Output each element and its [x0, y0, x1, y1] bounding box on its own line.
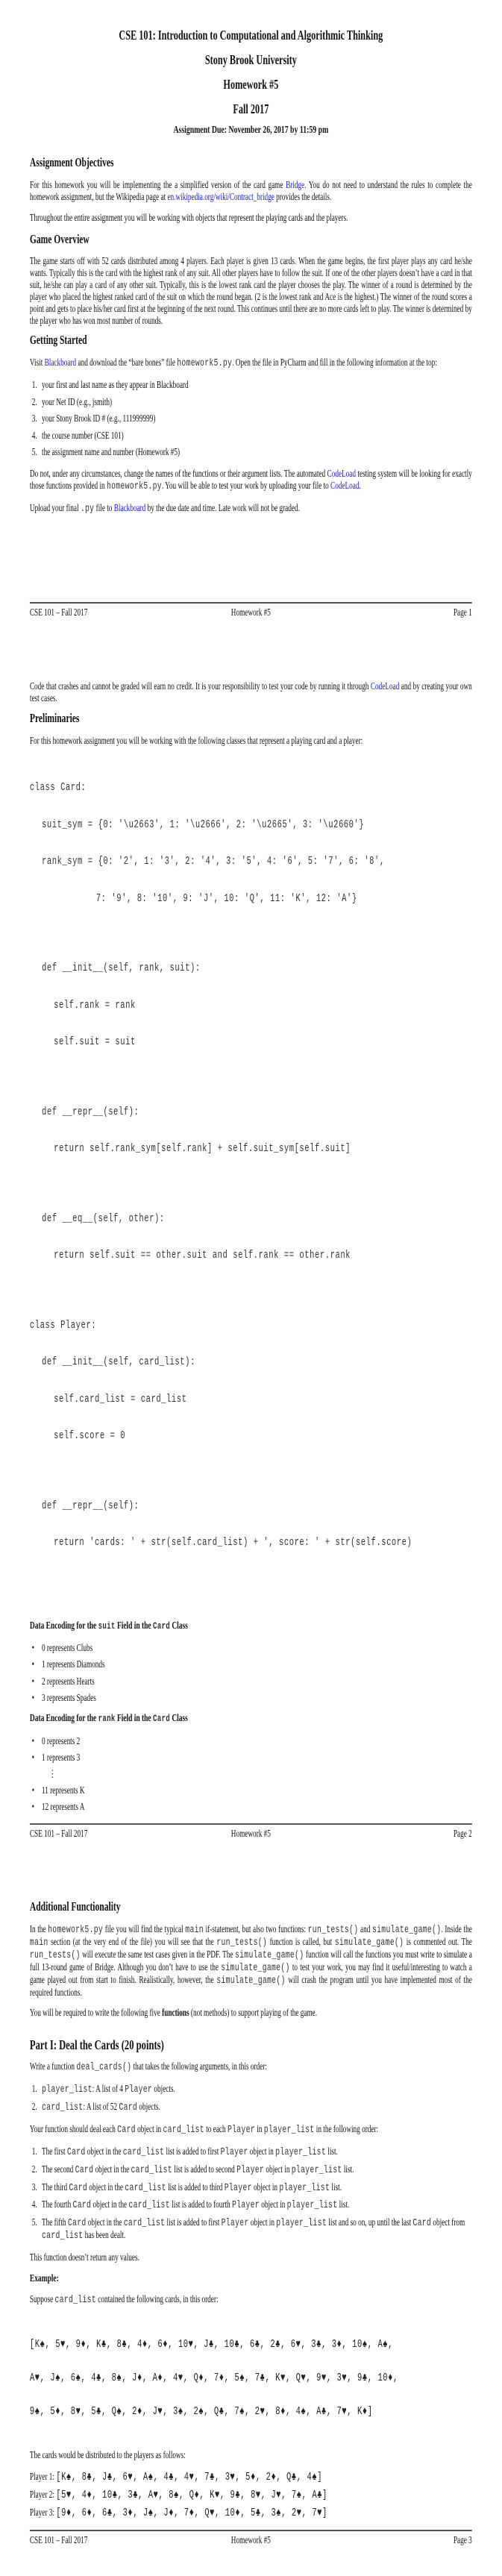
inline-code: card_list [128, 2199, 170, 2212]
subheading-suit-encoding [30, 1619, 472, 1633]
text: object in the [85, 2146, 123, 2157]
link[interactable]: Blackboard [113, 502, 146, 513]
bullet-icon: • [31, 1692, 34, 1703]
text: . Inside the [441, 1923, 472, 1934]
section-heading-overview: Game Overview [29, 232, 90, 246]
link[interactable]: CodeLoad [370, 680, 400, 692]
list-item: • 1 represents Diamonds [31, 1658, 105, 1670]
inline-code: rank [98, 1713, 116, 1724]
text: list is added to fourth [169, 2199, 232, 2210]
text: list. [330, 2181, 342, 2193]
page-3 [0, 1899, 502, 2546]
player-label: Player 1: [29, 2471, 57, 2483]
bullet-icon: • [31, 1801, 34, 1812]
code-line: suit_sym = {0: '\u2663', 1: '\u2666', 2: '\u2665', 3: '\u2660'} [42, 818, 365, 831]
paragraph-write-function [30, 2061, 472, 2073]
link[interactable]: CodeLoad [327, 468, 357, 479]
code-line: rank_sym = {0: '2', 1: '3', 2: '4', 3: '5', 4: '6', 5: '7', 6: '8', [42, 855, 385, 868]
list-number: 5. [31, 2216, 37, 2228]
inline-code: card_list [42, 2102, 84, 2113]
text: if-statement, but also two functions: [203, 1923, 308, 1934]
code-line: 7: '9', 8: '10', 9: 'J', 10: 'Q', 11: 'K', 12: 'A'} [95, 891, 357, 905]
player-hand-2 [30, 2489, 472, 2501]
inline-code: simulate_game() [371, 1924, 442, 1936]
player-cards: [9♦, 6♦, 6♣, 3♦, J♠, J♦, 7♦, Q♥, 10♦, 5♣, 3♠, 2♥, 7♥] [56, 2507, 327, 2520]
code-listing [30, 756, 472, 1574]
code-line: def __init__(self, rank, suit): [42, 962, 201, 974]
footer-rule [30, 1823, 472, 1825]
page-1 [0, 28, 502, 618]
inline-code: Card [117, 2124, 136, 2136]
paragraph-objectives [30, 179, 472, 203]
text: (not methods) to support playing of the game. [189, 2007, 318, 2018]
card-list-line: A♥, J♠, 6♠, 4♣, 8♠, J♦, A♦, 4♥, Q♦, 7♦, 5♠, 7♣, K♥, Q♥, 9♥, 3♥, 9♣, 10♦, [29, 2372, 398, 2385]
text: The cards would be distributed to the players as follows: [29, 2449, 186, 2461]
paragraph-overview [30, 255, 472, 327]
subheading-rank-encoding [30, 1711, 472, 1726]
inline-code: homework5.py [177, 357, 233, 369]
inline-code: player_list [276, 2217, 327, 2230]
text: and download the “bare bones” file [76, 357, 178, 368]
text: : A list of 52 [83, 2101, 119, 2112]
player-label: Player 3: [29, 2507, 57, 2519]
footer-homework: Homework #5 [230, 2534, 271, 2546]
text: The fifth [42, 2216, 68, 2228]
text: objects. [137, 2101, 160, 2112]
text: Throughout the entire assignment you will be working with objects that represent the playing cards and the players. [29, 212, 348, 223]
list-number: 1. [31, 2146, 37, 2157]
text: to test your work, you may find it useful/interesting to watch a game played out from start to finish. Realistically, however, the [29, 1961, 472, 1985]
text: The third [42, 2181, 69, 2193]
player-label: Player 2: [29, 2489, 57, 2501]
bullet-icon: • [31, 1735, 34, 1746]
text: . Open the file in PyCharm and fill in the following information at the top: [232, 357, 437, 368]
card-list-example [30, 2316, 472, 2439]
inline-code: Card [152, 1620, 170, 1632]
text: your first and last name as they appear in Blackboard [42, 379, 189, 390]
paragraph-crash [30, 680, 472, 704]
inline-code: player_list [286, 2199, 338, 2212]
footer-page-number: Page 1 [453, 607, 472, 618]
paragraph-suppose [30, 2293, 472, 2306]
list-number: 3. [31, 2181, 37, 2193]
text: is commented out. The [404, 1936, 472, 1947]
inline-code: deal_cards() [76, 2061, 132, 2073]
text: object in [248, 2216, 277, 2228]
text: list is added to second [172, 2163, 237, 2175]
inline-code: card_list [122, 2146, 165, 2158]
list-item [30, 2163, 472, 2176]
inline-code: player_list [275, 2146, 326, 2158]
text: object in the [87, 2181, 125, 2193]
text: object in the [93, 2163, 131, 2175]
player-hand-1 [30, 2471, 472, 2483]
inline-code: Player [227, 2124, 255, 2136]
card-list-line: [K♠, 5♥, 9♦, K♣, 8♣, 4♦, 6♦, 10♥, J♣, 10♣, 6♣, 2♣, 6♥, 3♣, 3♦, 10♠, A♠, [29, 2338, 394, 2351]
text: your Stony Brook ID # (e.g., 111999999) [42, 413, 156, 424]
footer-rule [30, 602, 472, 604]
inline-code: Card [412, 2217, 432, 2230]
inline-code: Player [236, 2163, 265, 2176]
text: has been dealt. [83, 2229, 126, 2241]
inline-code: Card [72, 2199, 92, 2212]
due-date: Assignment Due: November 26, 2017 by 11:59 pm [173, 125, 329, 136]
list-number: 4. [31, 429, 37, 441]
list-item-text [42, 396, 112, 407]
inline-code: player_list [279, 2181, 330, 2194]
text: the course number (CSE 101) [42, 429, 124, 441]
bullet-icon: • [31, 1658, 34, 1670]
text: list. [337, 2199, 350, 2210]
text: list is added to first [164, 2146, 221, 2157]
text: This function doesn’t return any values. [29, 2251, 139, 2263]
paragraph-distributed [30, 2449, 472, 2461]
code-line: return self.suit == other.suit and self.rank == other.rank [54, 1249, 351, 1262]
list-number: 2. [31, 2101, 37, 2112]
term: Fall 2017 [233, 101, 269, 116]
inline-code: Player [125, 2084, 153, 2096]
page-footer [30, 592, 472, 618]
text: list is added to third [166, 2181, 225, 2193]
text: Write a function [29, 2061, 77, 2072]
list-item: • 0 represents Clubs [31, 1641, 93, 1653]
bullet-icon: • [31, 1784, 34, 1796]
code-line: def __init__(self, card_list): [42, 1356, 195, 1368]
list-item-text [42, 379, 189, 390]
list-item [30, 430, 472, 442]
list-item-text [42, 2101, 160, 2112]
inline-code: Card [119, 2102, 138, 2113]
text: In the [29, 1923, 48, 1934]
inline-code: card_list [54, 2294, 96, 2307]
list-number: 2. [31, 2163, 37, 2175]
list-item-text [42, 2199, 349, 2210]
inline-code: Card [152, 1713, 170, 1724]
list-item: • 11 represents K [31, 1784, 85, 1796]
inline-code: simulate_game() [221, 1962, 290, 1974]
list-item [30, 2101, 472, 2113]
paragraph-additional [30, 1923, 472, 1999]
footer-rule [30, 2530, 472, 2531]
vertical-ellipsis: ⋮ [48, 1768, 56, 1779]
inline-code: main [185, 1924, 204, 1936]
bullet-icon: • [31, 1752, 34, 1763]
text: provides the details. [274, 191, 332, 202]
text: Do not, under any circumstances, change the names of the functions or their argument lists. The automated [29, 468, 327, 479]
list-item [30, 379, 472, 391]
list-item-text [42, 2181, 342, 2193]
text: list. [325, 2146, 338, 2157]
inline-code: Card [67, 2217, 87, 2230]
inline-code: main [29, 1937, 48, 1949]
section-heading-getting-started: Getting Started [29, 333, 87, 347]
deal-order-list [30, 2146, 472, 2242]
list-number: 1. [31, 2083, 37, 2094]
code-line: return self.rank_sym[self.rank] + self.suit_sym[self.suit] [54, 1142, 351, 1155]
list-item [30, 413, 472, 424]
page-footer [30, 2519, 472, 2546]
text: The second [42, 2163, 75, 2175]
code-line: self.suit = suit [54, 1035, 136, 1048]
text: section (at the very end of the file) you will see that the [48, 1936, 217, 1947]
player-cards: [K♠, 8♣, J♣, 6♥, A♠, 4♣, 4♥, 7♣, 3♥, 5♦, 2♦, Q♣, 4♠] [56, 2471, 323, 2484]
text: object in [248, 2146, 276, 2157]
code-line: def __repr__(self): [42, 1105, 139, 1118]
list-item [30, 396, 472, 408]
list-number: 1. [31, 379, 37, 390]
text: list is added to first [165, 2216, 222, 2228]
bullet-icon: • [31, 1641, 34, 1653]
text: Suppose [29, 2293, 55, 2305]
link[interactable]: en.wikipedia.org/wiki/Contract_bridge [167, 191, 274, 202]
text: objects. [152, 2083, 175, 2094]
code-line: def __repr__(self): [42, 1499, 139, 1512]
list-item: • 0 represents 2 [31, 1735, 81, 1746]
inline-code: Player [231, 2199, 260, 2212]
text: the assignment name and number (Homework #5) [42, 446, 181, 457]
text: object from [431, 2216, 465, 2228]
inline-code: .py [80, 503, 95, 515]
inline-code: card_list [125, 2181, 166, 2194]
list-item [30, 2083, 472, 2096]
page-footer [30, 1813, 472, 1840]
homework-title: Homework #5 [223, 77, 279, 92]
text: The game starts off with 52 cards distributed among 4 players. Each player is given 13 cards. When the game begins, the first player plays any card he/she wants. Typically this is the card with the highest rank of any suit. All other players have to follow the suit. If one of the other players doesn’t have a card in that suit, he/she can play a card of any other suit. Typically, this is the lowest rank card the player chooses the play. The winner of a round is determined by the player who placed the highest ranked card of the suit on which the round began. (2 is the lowest rank and Ace is the highest.) The winner of the round scores a point and gets to place his/her card first at the beginning of the next round. This continues until there are no more cards left to play. The winner is determined by the player who has won most number of rounds. [29, 255, 472, 326]
section-heading-part1: Part I: Deal the Cards (20 points) [29, 2037, 164, 2052]
inline-code: card_list [131, 2163, 172, 2176]
inline-code: Card [69, 2181, 88, 2194]
text: The first [42, 2146, 67, 2157]
inline-code: simulate_game() [234, 1949, 304, 1961]
text: For this homework assignment you will be working with the following classes that represent a playing card and a player: [29, 735, 363, 746]
inline-code: Player [220, 2146, 248, 2158]
arguments-list [30, 2083, 472, 2113]
text: list and so on, up until the last [327, 2216, 413, 2228]
text: Field in the [115, 1712, 153, 1723]
text: . You do not need to understand the rules to complete the homework assignment, but the Wikipedia page at [29, 179, 472, 202]
code-line: self.score = 0 [54, 1429, 126, 1442]
text: list. [342, 2163, 354, 2175]
text: . [359, 480, 361, 491]
inline-code: homework5.py [106, 480, 162, 492]
link[interactable]: Bridge [286, 179, 305, 190]
inline-code: card_list [123, 2217, 166, 2230]
text: by the due date and time. Late work will not be graded. [145, 502, 300, 513]
footer-page-number: Page 3 [453, 2534, 472, 2546]
paragraph-prelim [30, 735, 472, 747]
list-item [30, 446, 472, 458]
list-item-text [42, 2083, 175, 2094]
text: object in [264, 2163, 292, 2175]
footer-homework: Homework #5 [230, 607, 271, 618]
text: contained the following cards, in this order: [95, 2293, 219, 2305]
text: object in the [86, 2216, 124, 2228]
text: Class [169, 1619, 188, 1631]
code-line: self.card_list = card_list [54, 1392, 187, 1405]
list-item-text [42, 2146, 338, 2157]
suit-encoding-list [30, 1642, 472, 1705]
inline-code: Card [75, 2163, 94, 2176]
text: Visit [29, 357, 45, 368]
list-item: • 12 represents A [31, 1801, 85, 1812]
inline-code: suit [98, 1620, 116, 1632]
text: object in the [91, 2199, 129, 2210]
inline-code: player_list [42, 2084, 92, 2096]
rank-encoding-list [30, 1735, 472, 1813]
text: file you will find the typical [103, 1923, 186, 1934]
paragraph-five-functions [30, 2007, 472, 2019]
section-heading-preliminaries: Preliminaries [29, 711, 80, 725]
paragraph-objects [30, 212, 472, 224]
list-item-text [42, 2216, 465, 2243]
text: Code that crashes and cannot be graded will earn no credit. It is your responsibility to test your code by running it through [29, 680, 371, 692]
text: that takes the following arguments, in this order: [131, 2061, 267, 2072]
player-hand-3 [30, 2507, 472, 2519]
inline-code: run_tests() [307, 1924, 359, 1936]
section-heading-additional: Additional Functionality [29, 1899, 121, 1914]
footer-homework: Homework #5 [230, 1828, 271, 1839]
footer-page-number: Page 2 [453, 1828, 472, 1839]
course-title: CSE 101: Introduction to Computational and Algorithmic Thinking [119, 28, 383, 43]
text: function is called, but [267, 1936, 335, 1947]
list-item-text [42, 446, 180, 457]
text: object in [251, 2181, 280, 2193]
section-heading-objectives: Assignment Objectives [29, 155, 114, 169]
list-item-text [42, 2163, 354, 2175]
inline-code: run_tests() [29, 1949, 81, 1961]
inline-code: card_list [163, 2124, 204, 2136]
inline-code: Card [66, 2146, 86, 2158]
code-line: class Player: [29, 1318, 97, 1332]
text: object in [259, 2199, 287, 2210]
link[interactable]: CodeLoad [330, 480, 360, 491]
text: For this homework you will be implementing the a simplified version of the card game [29, 179, 286, 190]
footer-course: CSE 101 – Fall 2017 [29, 607, 88, 618]
inline-code: player_list [291, 2163, 342, 2176]
footer-course: CSE 101 – Fall 2017 [29, 1828, 88, 1839]
text: Upload your final [29, 502, 81, 513]
list-item [30, 2216, 472, 2242]
code-line: return 'cards: ' + str(self.card_list) + ', score: ' + str(self.score) [54, 1536, 412, 1549]
bullet-icon: • [31, 1675, 34, 1687]
example-label: Example: [29, 2272, 59, 2284]
text: and by creating your own test cases. [29, 680, 472, 703]
text: : A list of 4 [92, 2083, 125, 2094]
text: file to [94, 502, 114, 513]
text: Data Encoding for the [29, 1619, 98, 1631]
text: Field in the [115, 1619, 153, 1631]
page-2 [0, 680, 502, 1840]
footer-course: CSE 101 – Fall 2017 [29, 2534, 88, 2546]
text: The fourth [42, 2199, 73, 2210]
list-number: 3. [31, 413, 37, 424]
text: and [358, 1923, 372, 1934]
inline-code: homework5.py [48, 1924, 104, 1936]
paragraph-no-return [30, 2251, 472, 2263]
text: in [254, 2123, 264, 2134]
link[interactable]: Blackboard [44, 357, 77, 368]
info-list [30, 379, 472, 458]
text: your Net ID (e.g., jsmith) [42, 395, 113, 407]
inline-code: simulate_game() [216, 1975, 286, 1987]
list-number: 2. [31, 395, 37, 407]
paragraph-deal-order [30, 2123, 472, 2136]
list-item-text [42, 430, 124, 441]
inline-code: simulate_game() [334, 1937, 404, 1949]
text: testing system will be looking for exactly those functions provided in [29, 468, 472, 491]
paragraph-do-not [30, 468, 472, 492]
text: Data Encoding for the [29, 1712, 98, 1723]
card-list-line: 9♠, 5♦, 8♥, 5♣, Q♠, 2♦, J♥, 3♠, 2♠, Q♣, 7♠, 2♥, 8♦, 4♠, A♣, 7♥, K♦] [29, 2405, 373, 2419]
code-line: def __eq__(self, other): [42, 1212, 165, 1225]
university-name: Stony Brook University [204, 52, 297, 67]
inline-code: Player [224, 2181, 252, 2194]
paragraph-upload [30, 502, 472, 515]
text: . You will be able to test your work by uploading your file to [161, 480, 331, 491]
inline-code: Player [221, 2217, 249, 2230]
text: will crash the program until you have implemented most of the required functions. [29, 1974, 472, 1998]
inline-code: card_list [42, 2230, 84, 2243]
text: in the following order: [314, 2123, 379, 2134]
list-item: • 1 represents 3 [31, 1752, 81, 1763]
list-item [30, 2146, 472, 2158]
paragraph-visit [30, 357, 472, 369]
bold-text: functions [162, 2007, 189, 2018]
list-item [30, 2181, 472, 2194]
list-item [30, 2199, 472, 2211]
list-number: 4. [31, 2199, 37, 2210]
code-line: class Card: [29, 781, 87, 794]
list-item-text [42, 413, 155, 424]
inline-code: run_tests() [216, 1937, 268, 1949]
text: function will call the functions you must write to simulate a full 13-round game of Bridge. Although you don’t have to use the [29, 1949, 472, 1972]
code-line: self.rank = rank [54, 998, 136, 1012]
text: Class [169, 1712, 188, 1723]
list-item: • 3 represents Spades [31, 1692, 96, 1703]
text: Your function should deal each [29, 2123, 118, 2134]
text: object in [135, 2123, 163, 2134]
text: will execute the same test cases given in the PDF. The [80, 1949, 235, 1960]
text: You will be required to write the following five [29, 2007, 163, 2018]
inline-code: player_list [263, 2124, 315, 2136]
text: to each [204, 2123, 228, 2134]
list-item: • 2 represents Hearts [31, 1675, 95, 1687]
list-number: 5. [31, 446, 37, 457]
player-cards: [5♥, 4♦, 10♣, 3♣, A♥, 8♠, Q♦, K♥, 9♣, 8♥, J♥, 7♠, A♣] [56, 2489, 327, 2502]
